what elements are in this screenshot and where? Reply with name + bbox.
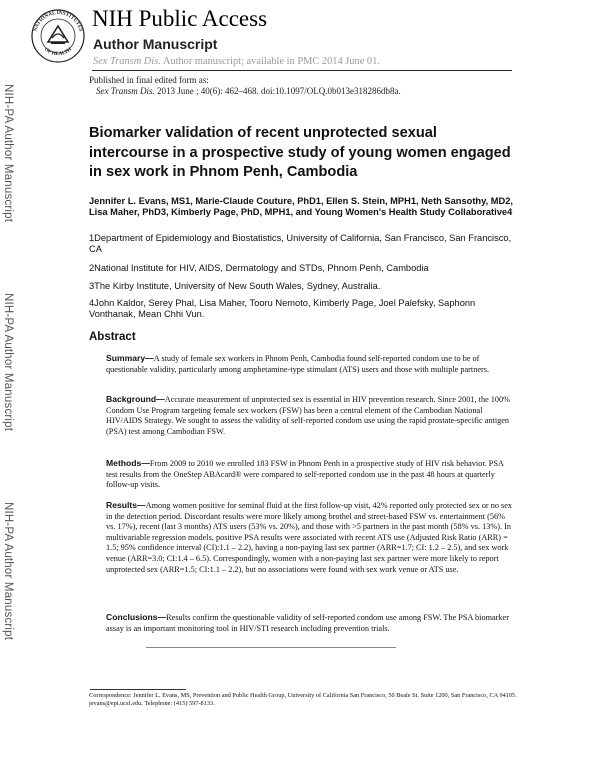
side-label-top — [4, 84, 24, 314]
side-label-text: NIH-PA Author Manuscript — [2, 502, 14, 641]
side-label-text: NIH-PA Author Manuscript — [2, 293, 14, 432]
access-title: NIH Public Access — [92, 6, 268, 31]
section-text: A study of female sex workers in Phnom Penh, Cambodia found self-reported condom use to be of questionable validity, particularly among amphetamine-type stimulant (ATS) users and those with multiple partners. — [106, 354, 490, 374]
affiliation: 2National Institute for HIV, AIDS, Dermatology and STDs, Phnom Penh, Cambodia — [89, 263, 429, 273]
section-text: Results confirm the questionable validity of self-reported condom use among FSW. The PSA biomarker assay is an important monitoring tool in HIV/STI research including prevention trials. — [106, 613, 509, 633]
section-text: From 2009 to 2010 we enrolled 183 FSW in Phnom Penh in a prospective study of HIV risk behavior. PSA test results from the OneStep ABAcard® were compared to self-reported condom use in the past 48 hours at quarterly follow-up visits. — [106, 459, 504, 490]
journal-availability — [93, 56, 380, 67]
section-label: Conclusions— — [106, 612, 167, 622]
abstract-conclusions — [106, 612, 516, 634]
citation-details: 2013 June ; 40(6): 462–468. doi:10.1097/OLQ.0b013e318286db8a. — [154, 86, 401, 96]
side-label-middle — [4, 293, 24, 523]
section-text: Among women positive for seminal fluid at the first follow-up visit, 42% reported only protected sex or no sex in the detection period. Discordant results were more likely among brothel and street-based FSW vs. entertainment (56% vs. 17%), recent (last 3 months) ATS users (53% vs. 20%), and those with >5 partners in the past month (58% vs. 13%). In multivariable regression models, positive PSA results were associated with recent ATS use (Adjusted Risk Ratio (ARR) = 1.5; 95% confidence interval (CI):1.1 – 2.2), having a non-paying last sex partner (ARR=1.7; CI: 1.2 – 2.5), and sex work venue (ARR=3.0; CI:1.4 – 6.5). Correspondingly, women with a non-paying last sex partner were more likely to report unprotected sex (ARR=1.5; CI:1.1 – 2.2), but no associations were found with sex work venue or ATS use. — [106, 501, 513, 574]
logo-text-bottom: OF HEALTH — [43, 46, 73, 58]
nih-logo — [30, 8, 86, 64]
logo-text-top: NATIONAL INSTITUTES — [32, 9, 84, 33]
section-label: Summary— — [106, 353, 154, 363]
header-rule — [92, 70, 512, 71]
author-list: Jennifer L. Evans, MS1, Marie-Claude Couture, PhD1, Ellen S. Stein, MPH1, Neth Sansothy, MD2, Lisa Maher, PhD3, Kimberly Page, PhD, MPH1, and Young Women's Health Study Collaborative4 — [89, 196, 513, 218]
citation-journal: Sex Transm Dis. — [96, 86, 155, 96]
citation — [96, 86, 401, 96]
divider — [146, 647, 396, 648]
abstract-methods — [106, 458, 516, 491]
affiliation: 1Department of Epidemiology and Biostatistics, University of California, San Francisco, San Francisco, CA — [89, 233, 512, 255]
section-label: Methods— — [106, 458, 150, 468]
published-label: Published in final edited form as: — [89, 75, 209, 85]
section-label: Background— — [106, 394, 165, 404]
affiliation: 3The Kirby Institute, University of New South Wales, Sydney, Australia. — [89, 281, 381, 291]
footnote-rule — [90, 689, 186, 690]
svg-text:NATIONAL INSTITUTES — [33, 10, 84, 32]
correspondence-footnote: Correspondence: Jennifer L. Evans, MS, Prevention and Public Health Group, University of California San Francisco, 50 Beale St. Suite 1200, San Francisco, CA 94105. jevans@epi.ucsf.edu. Telephone: (415) 597-8133. — [89, 692, 517, 708]
abstract-heading: Abstract — [89, 331, 136, 343]
article-title: Biomarker validation of recent unprotected sexual intercourse in a prospective study of young women engaged in sex work in Phnom Penh, Cambodia — [89, 125, 511, 180]
manuscript-label: Author Manuscript — [93, 36, 218, 52]
abstract-results — [106, 500, 516, 575]
abstract-background — [106, 394, 516, 437]
side-label-text: NIH-PA Author Manuscript — [2, 84, 14, 223]
journal-name: Sex Transm Dis. — [93, 56, 161, 67]
affiliation: 4John Kaldor, Serey Phal, Lisa Maher, Tooru Nemoto, Kimberly Page, Joel Palefsky, Saphonn Vonthanak, Mean Chhi Vun. — [89, 298, 476, 320]
section-label: Results— — [106, 500, 146, 510]
section-text: Accurate measurement of unprotected sex is essential in HIV prevention research. Since 2001, the 100% Condom Use Program targeting female sex workers (FSW) has been a central element of the Cambodian National HIV/AIDS Strategy. We sought to assess the validity of self-reported condom use using the rapid prostate-specific antigen (PSA) test among Cambodian FSW. — [106, 395, 511, 436]
side-label-bottom — [4, 502, 24, 732]
svg-text:OF HEALTH — [43, 46, 73, 57]
availability-text: Author manuscript; available in PMC 2014 June 01. — [160, 56, 380, 67]
abstract-summary — [106, 353, 516, 375]
